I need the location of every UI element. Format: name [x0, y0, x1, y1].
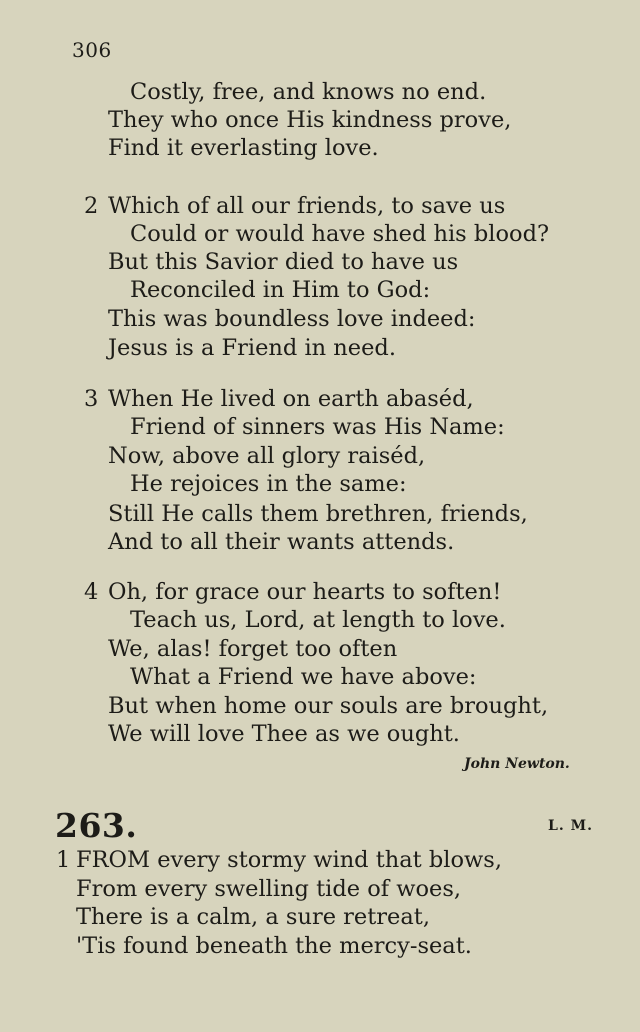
verse-line: Find it everlasting love. — [108, 135, 379, 161]
verse-line: Could or would have shed his blood? — [130, 221, 550, 247]
verse-line: Teach us, Lord, at length to love. — [130, 607, 506, 633]
verse-line: But when home our souls are brought, — [108, 693, 549, 719]
verse-line: Friend of sinners was His Name: — [130, 414, 505, 440]
meter-label: L. M. — [548, 818, 593, 834]
verse-line: He rejoices in the same: — [130, 471, 407, 497]
verse-line: We will love Thee as we ought. — [108, 721, 460, 747]
verse-line: Now, above all glory raiséd, — [108, 443, 426, 469]
author-credit: John Newton. — [464, 756, 570, 772]
verse-line: Which of all our friends, to save us — [108, 193, 506, 219]
stanza-number: 2 — [84, 193, 99, 219]
verse-line: What a Friend we have above: — [130, 664, 477, 690]
stanza-number: 4 — [84, 579, 99, 605]
verse-line: We, alas! forget too often — [108, 636, 398, 662]
verse-line: Jesus is a Friend in need. — [108, 335, 396, 361]
verse-line: Still He calls them brethren, friends, — [108, 501, 528, 527]
page-number: 306 — [72, 38, 112, 62]
verse-line: Oh, for grace our hearts to soften! — [108, 579, 502, 605]
verse-line: This was boundless love indeed: — [108, 306, 476, 332]
stanza-number: 3 — [84, 386, 99, 412]
verse-line: From every swelling tide of woes, — [76, 876, 462, 902]
hymn-number: 263. — [55, 806, 138, 845]
verse-line: And to all their wants attends. — [108, 529, 455, 555]
verse-line: Costly, free, and knows no end. — [130, 79, 487, 105]
verse-line: 'Tis found beneath the mercy-seat. — [76, 933, 472, 959]
verse-line: But this Savior died to have us — [108, 249, 459, 275]
verse-line: Reconciled in Him to God: — [130, 277, 431, 303]
stanza-number: 1 — [56, 847, 71, 873]
verse-line: When He lived on earth abaséd, — [108, 386, 474, 412]
verse-line: They who once His kindness prove, — [108, 107, 512, 133]
verse-line: FROM every stormy wind that blows, — [76, 847, 502, 873]
verse-line: There is a calm, a sure retreat, — [76, 904, 430, 930]
